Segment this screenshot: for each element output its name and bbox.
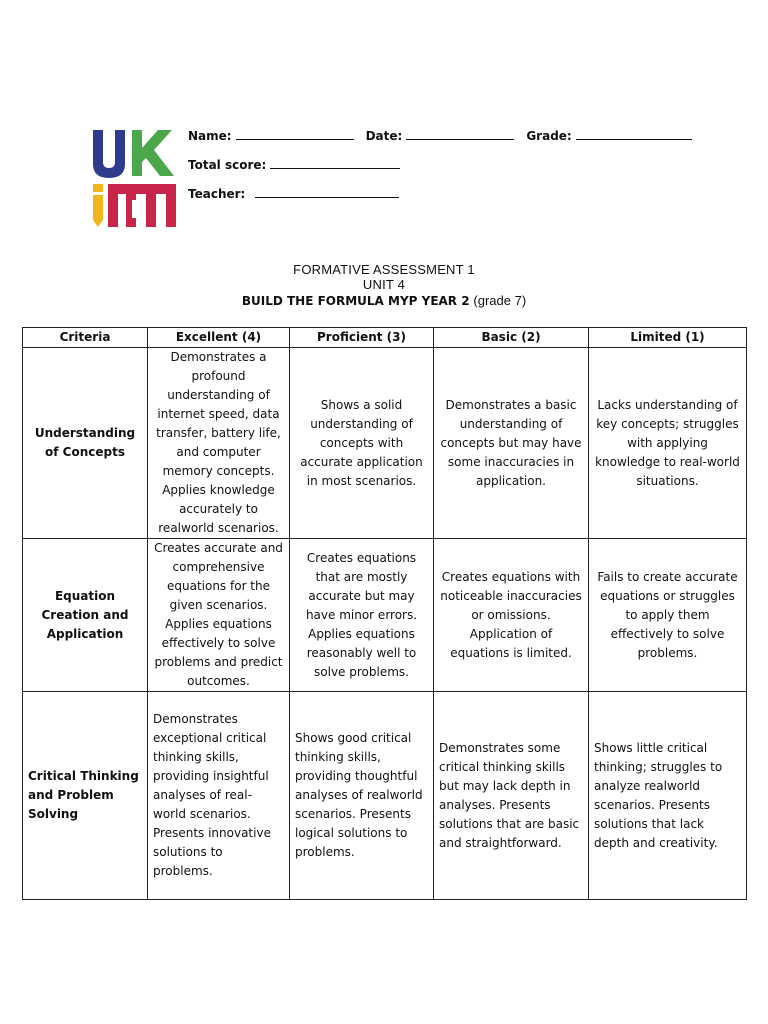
criteria-cell: Equation Creation and Application: [23, 539, 148, 692]
excellent-cell: Demonstrates exceptional critical thinking skills, providing insightful analyses of real-world scenarios. Presents innovative solutions to problems.: [148, 692, 290, 900]
title-line-1: FORMATIVE ASSESSMENT 1: [293, 262, 475, 277]
total-score-blank[interactable]: [270, 157, 400, 169]
table-row: [23, 539, 747, 692]
excellent-cell: Demonstrates a profound understanding of internet speed, data transfer, battery life, and computer memory concepts. Applies knowledge accurately to realworld scenarios.: [148, 348, 290, 539]
criteria-cell: Understanding of Concepts: [23, 348, 148, 539]
logo-letter-m: [108, 184, 176, 227]
title-line-3-grade: (grade 7): [473, 293, 527, 308]
logo-letter-k: [132, 130, 174, 176]
teacher-blank[interactable]: [255, 186, 399, 198]
fields-row-2: [188, 157, 412, 172]
name-label: Name:: [188, 129, 232, 143]
total-score-label: Total score:: [188, 158, 267, 172]
logo-letter-u: [93, 130, 125, 178]
logo-letter-i-stem: [93, 195, 103, 227]
limited-cell: Lacks understanding of key concepts; struggles with applying knowledge to real-world situations.: [589, 348, 747, 539]
fields-row-3: [188, 186, 411, 201]
logo-letter-i-dot: [93, 184, 103, 192]
date-label: Date:: [365, 129, 403, 143]
table-row: [23, 692, 747, 900]
rubric-header-row: [23, 328, 747, 348]
table-row: [23, 348, 747, 539]
title-line-3-bold: BUILD THE FORMULA MYP YEAR 2: [241, 294, 470, 308]
grade-label: Grade:: [526, 129, 572, 143]
basic-cell: Demonstrates some critical thinking skills but may lack depth in analyses. Presents solutions that are basic and straightforward.: [434, 692, 589, 900]
excellent-cell: Creates accurate and comprehensive equations for the given scenarios. Applies equations effectively to solve problems and predict outcomes.: [148, 539, 290, 692]
header-limited: Limited (1): [589, 328, 747, 348]
fields-row-1: [188, 128, 704, 143]
header-basic: Basic (2): [434, 328, 589, 348]
limited-cell: Shows little critical thinking; struggles to analyze realworld scenarios. Presents solutions that lack depth and creativity.: [589, 692, 747, 900]
title-line-2: UNIT 4: [362, 277, 406, 292]
limited-cell: Fails to create accurate equations or struggles to apply them effectively to solve problems.: [589, 539, 747, 692]
title-line-3: [0, 292, 768, 310]
proficient-cell: Shows a solid understanding of concepts with accurate application in most scenarios.: [290, 348, 434, 539]
criteria-cell: Critical Thinking and Problem Solving: [23, 692, 148, 900]
header-proficient: Proficient (3): [290, 328, 434, 348]
date-blank[interactable]: [406, 128, 514, 140]
basic-cell: Demonstrates a basic understanding of concepts but may have some inaccuracies in application.: [434, 348, 589, 539]
rubric-table: [22, 327, 747, 900]
teacher-label: Teacher:: [188, 187, 246, 201]
school-logo: [92, 128, 178, 228]
header-criteria: Criteria: [23, 328, 148, 348]
proficient-cell: Shows good critical thinking skills, providing thoughtful analyses of realworld scenarios. Presents logical solutions to problems.: [290, 692, 434, 900]
basic-cell: Creates equations with noticeable inaccuracies or omissions. Application of equations is limited.: [434, 539, 589, 692]
proficient-cell: Creates equations that are mostly accurate but may have minor errors. Applies equations reasonably well to solve problems.: [290, 539, 434, 692]
grade-blank[interactable]: [576, 128, 692, 140]
name-blank[interactable]: [236, 128, 354, 140]
assessment-titles: [0, 262, 768, 310]
header-excellent: Excellent (4): [148, 328, 290, 348]
